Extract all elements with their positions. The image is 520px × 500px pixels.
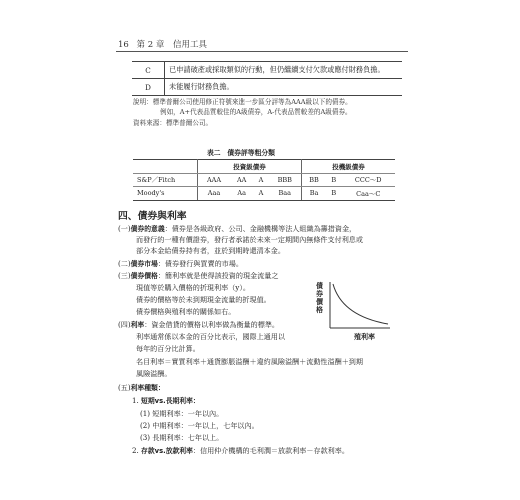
paragraph-line: 債券的價格等於未到期現金流量的折現值。	[136, 295, 271, 304]
graph-y-label: 債券價格	[316, 282, 323, 314]
grade-cell: Ba	[302, 187, 327, 201]
paragraph-line: 部分本金給債券持有者，並於到期時還清本金。	[136, 246, 285, 255]
table-row	[133, 173, 395, 187]
header-divider	[116, 51, 408, 52]
sub-item-line	[132, 446, 349, 456]
table-header-row	[133, 160, 395, 174]
note-line: 說明：標準普爾公司使用修正符號來進一步區分評等為AAA級以下的債券。	[133, 98, 352, 106]
item-number: 2.	[132, 446, 139, 455]
page-number: 16	[118, 40, 129, 50]
term: 存款vs.放款利率	[141, 447, 193, 455]
text: ：債券發行與買賣的市場。	[157, 259, 243, 268]
chapter-number: 第 2 章	[136, 40, 165, 50]
rating-description: 已申請破產或採取類似的行動，但仍繼續支付欠款或應付財務負擔。	[165, 62, 403, 79]
speculative-grade-header: 投機級債券	[302, 160, 396, 174]
source-line: 資料來源：標準普爾公司。	[133, 119, 213, 127]
item-number: (三)	[118, 271, 131, 280]
grade-cell: A	[253, 173, 268, 187]
grade-cell: Aaa	[198, 187, 230, 201]
paragraph-line: 利率通常係以本金的百分比表示，國際上通用以	[136, 332, 285, 341]
grade-cell: AAA	[198, 173, 230, 187]
item-number: (五)	[118, 383, 131, 392]
sub-item-line: (3) 長期利率：七年以上。	[140, 433, 224, 442]
page-header	[118, 38, 207, 50]
paragraph-line	[118, 271, 278, 281]
price-yield-graph	[300, 276, 392, 342]
note-line: 例如，A+代表品質較佳的A級債券，A-代表品質較差的A級債券。	[160, 108, 352, 116]
item-number: (一)	[118, 224, 131, 233]
grade-cell: AA	[230, 173, 253, 187]
table-caption: 表二 債券評等粗分類	[207, 149, 275, 157]
chapter-title: 信用工具	[173, 40, 208, 50]
item-number: (二)	[118, 259, 131, 268]
section-title: 四、債券與利率	[118, 211, 187, 222]
term: 債券價格	[130, 272, 158, 280]
investment-grade-header: 投資級債券	[198, 160, 302, 174]
text: ：信用仲介機構的毛利潤＝放款利率－存款利率。	[192, 446, 349, 455]
grade-cell: BBB	[269, 173, 302, 187]
paragraph-line: 每年的百分比計算。	[136, 344, 200, 353]
paragraph-line: 而發行的一種有價證券，發行者承諾於未來一定期間內無條件支付利息或	[136, 235, 363, 244]
table-row	[132, 62, 402, 79]
paragraph-line	[118, 320, 279, 330]
grade-cell: BB	[302, 173, 327, 187]
grade-cell: Caa～C	[341, 187, 395, 201]
grade-cell: Aa	[230, 187, 253, 201]
rating-description: 未能履行財務負擔。	[165, 79, 403, 96]
text: ：資金借貸的價格以利率做為衡量的標準。	[144, 320, 280, 329]
rating-definition-table	[132, 61, 402, 96]
paragraph-line: 債券價格與殖利率的關係如右。	[136, 307, 236, 316]
term: 利率種類	[130, 384, 158, 392]
agency-name: Moody's	[133, 187, 198, 201]
paragraph-line: (五)利率種類：	[118, 383, 165, 392]
term: 債券市場	[130, 260, 158, 268]
sub-item-line: (2) 中期利率：一年以上，七年以內。	[140, 421, 259, 430]
rating-classification-table	[133, 159, 395, 201]
paragraph-line	[118, 259, 243, 269]
grade-cell: B	[326, 173, 341, 187]
paragraph-line: 名目利率＝實質利率＋通貨膨脹溢酬＋違約風險溢酬＋流動性溢酬＋到期	[136, 357, 363, 366]
text: ：簡利率就是使得該投資的現金流量之	[157, 271, 279, 280]
grade-cell: B	[326, 187, 341, 201]
graph-x-label: 殖利率	[354, 333, 375, 341]
price-yield-curve	[333, 284, 388, 324]
grade-cell: A	[253, 187, 268, 201]
paragraph-line	[118, 224, 356, 234]
grade-cell: Baa	[269, 187, 302, 201]
grade-cell: CCC～D	[341, 173, 395, 187]
paragraph-line: 風險溢酬。	[136, 369, 172, 378]
term: 債券的意義	[130, 225, 165, 233]
item-number: 1.	[132, 396, 139, 405]
term: 利率	[130, 321, 145, 329]
term: 短期vs.長期利率	[141, 397, 193, 405]
rating-grade: D	[132, 79, 165, 96]
text: ：債券是各級政府、公司、金融機構等法人組織為籌措資金，	[164, 224, 357, 233]
sub-item-line: 1. 短期vs.長期利率：	[132, 396, 200, 405]
item-number: (四)	[118, 320, 131, 329]
paragraph-line: 現值等於購入價格的折現利率（y）。	[136, 283, 250, 292]
rating-grade: C	[132, 62, 165, 79]
table-row	[132, 79, 402, 96]
agency-name: S&P／Fitch	[133, 173, 198, 187]
sub-item-line: (1) 短期利率：一年以內。	[140, 409, 224, 418]
table-row	[133, 187, 395, 201]
